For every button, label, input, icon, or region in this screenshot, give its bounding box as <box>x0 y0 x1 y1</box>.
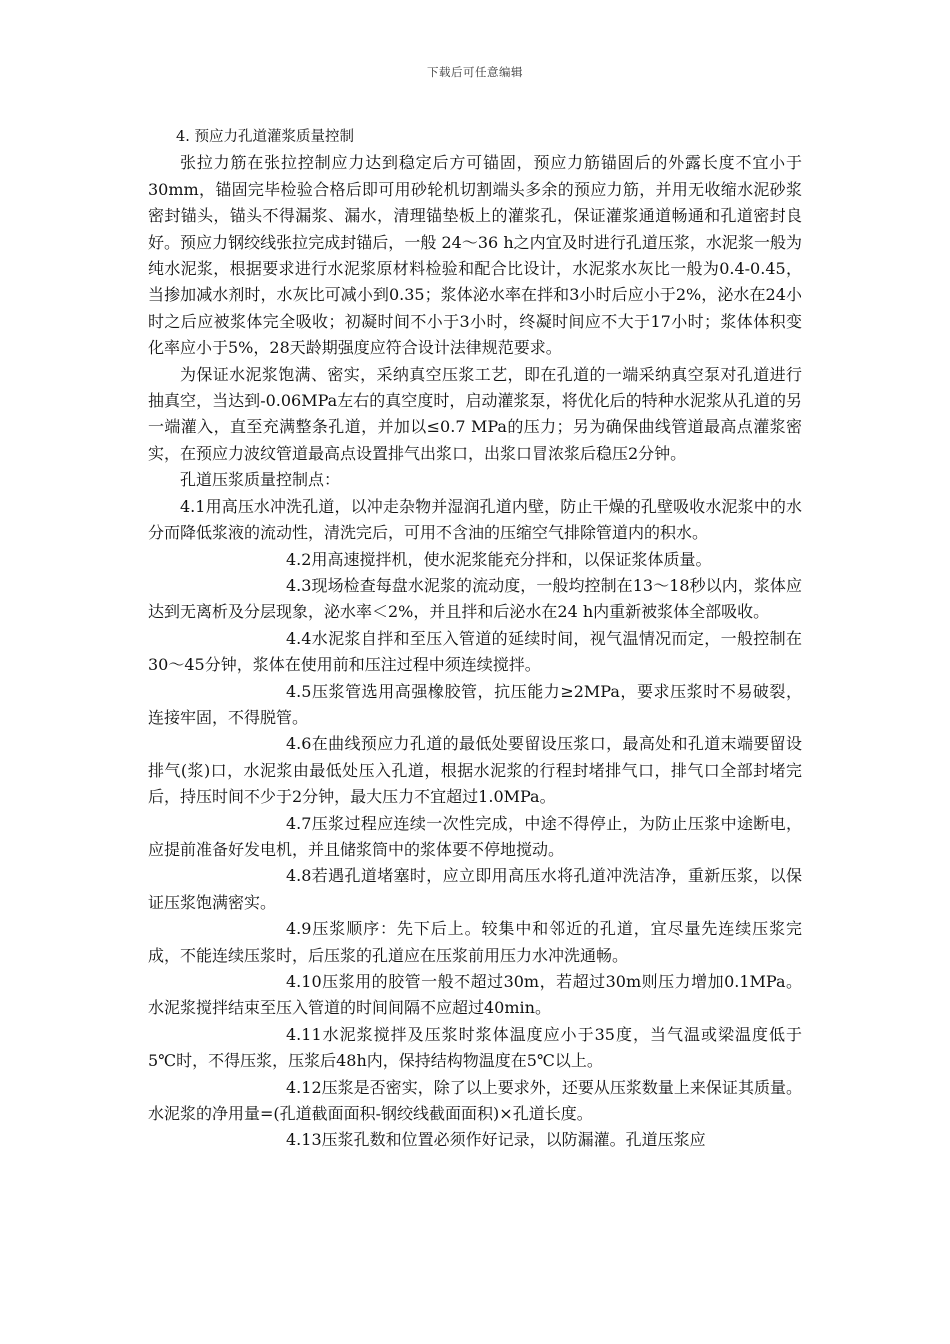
section-heading: 4. 预应力孔道灌浆质量控制 <box>176 129 354 145</box>
paragraph-tensioning: 张拉力筋在张拉控制应力达到稳定后方可锚固，预应力筋锚固后的外露长度不宜小于30mm，锚固完毕检验合格后即可用砂轮机切割端头多余的预应力筋，并用无收缩水泥砂浆密封锚头，锚头不得漏浆、漏水，清理锚垫板上的灌浆孔，保证灌浆通道畅通和孔道密封良好。预应力钢绞线张拉完成封锚后，一般 24～36 h之内宜及时进行孔道压浆，水泥浆一般为纯水泥浆，根据要求进行水泥浆原材料检验和配合比设计，水泥浆水灰比一般为0.4-0.45，当掺加减水剂时，水灰比可减小到0.35；浆体泌水率在拌和3小时后应小于2%，泌水在24小时之后应被浆体完全吸收；初凝时间不小于3小时，终凝时间应不大于17小时；浆体体积变化率应小于5%，28天龄期强度应符合设计法律规范要求。 <box>148 153 802 358</box>
paragraph-vacuum-grouting: 为保证水泥浆饱满、密实，采纳真空压浆工艺，即在孔道的一端采纳真空泵对孔道进行抽真空，当达到-0.06MPa左右的真空度时，启动灌浆泵，将优化后的特种水泥浆从孔道的另一端灌入，直至充满整条孔道，并加以≤0.7 MPa的压力；另为确保曲线管道最高点灌浆密实，在预应力波纹管道最高点设置排气出浆口，出浆口冒浓浆后稳压2分钟。 <box>148 364 802 463</box>
control-point-4-2: 4.2用高速搅拌机，使水泥浆能充分拌和，以保证浆体质量。 <box>286 549 712 569</box>
control-point-4-13: 4.13压浆孔数和位置必须作好记录，以防漏灌。孔道压浆应 <box>286 1130 706 1150</box>
control-point-4-8: 4.8若遇孔道堵塞时，应立即用高压水将孔道冲洗洁净，重新压浆，以保证压浆饱满密实。 <box>148 866 802 912</box>
control-point-4-10: 4.10压浆用的胶管一般不超过30m，若超过30m则压力增加0.1MPa。水泥浆搅拌结束至压入管道的时间间隔不应超过40min。 <box>148 972 802 1018</box>
control-point-4-3: 4.3现场检查每盘水泥浆的流动度，一般均控制在13～18秒以内，浆体应达到无离析及分层现象，泌水率＜2%，并且拌和后泌水在24 h内重新被浆体全部吸收。 <box>148 575 802 622</box>
control-point-4-9: 4.9压浆顺序：先下后上。较集中和邻近的孔道，宜尽量先连续压浆完成，不能连续压浆时，后压浆的孔道应在压浆前用压力水冲洗通畅。 <box>148 919 802 965</box>
control-point-4-12: 4.12压浆是否密实，除了以上要求外，还要从压浆数量上来保证其质量。水泥浆的净用量=(孔道截面面积-钢绞线截面面积)×孔道长度。 <box>148 1077 802 1124</box>
control-point-4-1: 4.1用高压水冲洗孔道，以冲走杂物并湿润孔道内壁，防止干燥的孔壁吸收水泥浆中的水分而降低浆液的流动性，清洗完后，可用不含油的压缩空气排除管道内的积水。 <box>148 496 802 543</box>
page-header: 下载后可任意编辑 <box>427 65 523 79</box>
control-point-4-6: 4.6在曲线预应力孔道的最低处要留设压浆口，最高处和孔道末端要留设排气(浆)口，水泥浆由最低处压入孔道，根据水泥浆的行程封堵排气口，排气口全部封堵完后，持压时间不少于2分钟，最大压力不宜超过1.0MPa。 <box>148 734 802 807</box>
control-point-4-11: 4.11水泥浆搅拌及压浆时浆体温度应小于35度，当气温或梁温度低于5℃时，不得压浆，压浆后48h内，保持结构物温度在5℃以上。 <box>148 1024 802 1071</box>
document-body <box>148 124 802 1154</box>
control-point-4-7: 4.7压浆过程应连续一次性完成，中途不得停止，为防止压浆中途断电，应提前准备好发电机，并且储浆筒中的浆体要不停地搅动。 <box>148 813 802 859</box>
control-point-4-4: 4.4水泥浆自拌和至压入管道的延续时间，视气温情况而定，一般控制在30～45分钟，浆体在使用前和压注过程中须连续搅拌。 <box>148 628 802 675</box>
control-point-4-5: 4.5压浆管选用高强橡胶管，抗压能力≥2MPa，要求压浆时不易破裂，连接牢固，不得脱管。 <box>148 681 802 727</box>
paragraph-control-points-title: 孔道压浆质量控制点： <box>180 470 341 490</box>
